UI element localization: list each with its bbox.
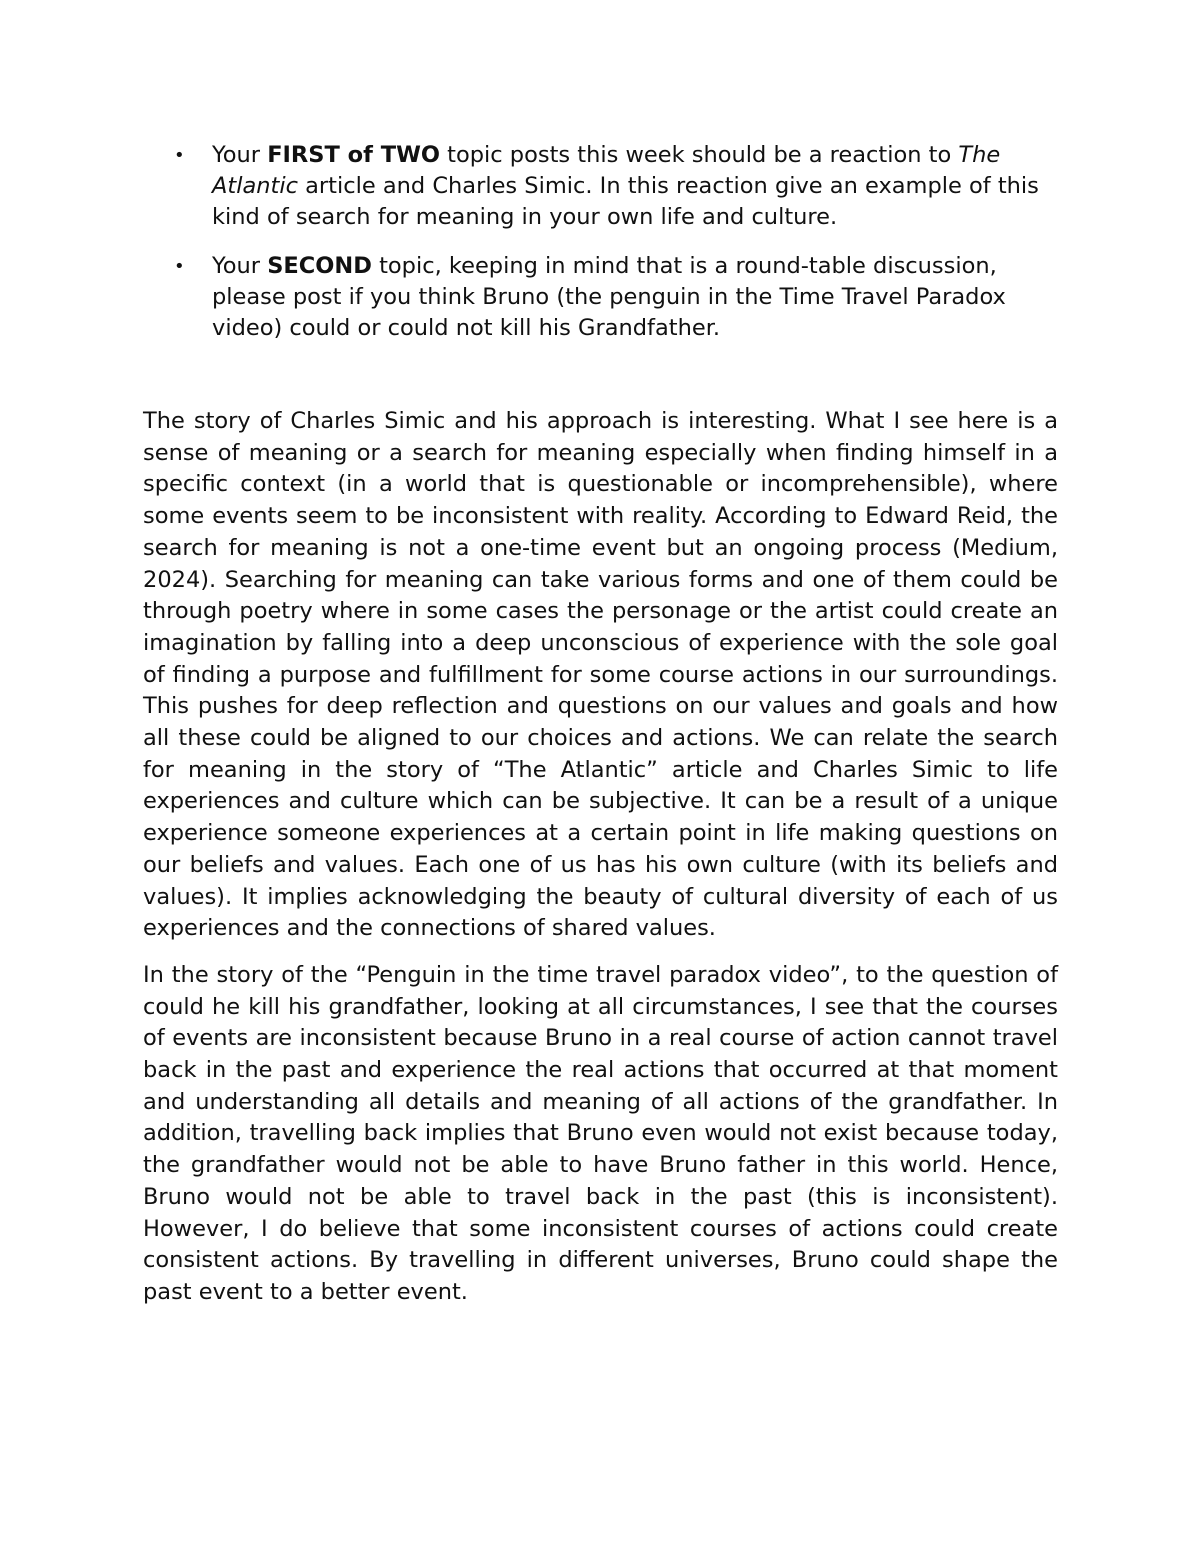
- assignment-bullet-list: [174, 140, 1074, 362]
- bullet-italic-text: The Atlantic: [212, 142, 1001, 199]
- bullet-bold-text: SECOND: [267, 253, 372, 279]
- paragraph-first-topic: The story of Charles Simic and his approach is interesting. What I see here is a sense of meaning or a search for meaning especially when finding himself in a specific context (in a world that is questionable or incomprehensible), where some events seem to be inconsistent with reality. According to Edward Reid, the search for meaning is not a one-time event but an ongoing process (Medium, 2024). Searching for meaning can take various forms and one of them could be through poetry where in some cases the personage or the artist could create an imagination by falling into a deep unconscious of experience with the sole goal of finding a purpose and fulfillment for some course actions in our surroundings. This pushes for deep reflection and questions on our values and goals and how all these could be aligned to our choices and actions. We can relate the search for meaning in the story of “The Atlantic” article and Charles Simic to life experiences and culture which can be subjective. It can be a result of a unique experience someone experiences at a certain point in life making questions on our beliefs and values. Each one of us has his own culture (with its beliefs and values). It implies acknowledging the beauty of cultural diversity of each of us experiences and the connections of shared values.: [143, 408, 1058, 942]
- bullet-prefix: Your: [212, 142, 268, 168]
- bullet-suffix: topic, keeping in mind that is a round-table discussion, please post if you think Bruno (the penguin in the Time Travel Paradox video) could or could not kill his Grandfather.: [212, 253, 1006, 341]
- bullet-item-second-topic: [174, 251, 1074, 344]
- bullet-middle: topic posts this week should be a reaction to: [440, 142, 959, 168]
- bullet-prefix: Your: [212, 253, 268, 279]
- paragraph-second-topic: In the story of the “Penguin in the time travel paradox video”, to the question of could he kill his grandfather, looking at all circumstances, I see that the courses of events are inconsistent because Bruno in a real course of action cannot travel back in the past and experience the real actions that occurred at that moment and understanding all details and meaning of all actions of the grandfather. In addition, travelling back implies that Bruno even would not exist because today, the grandfather would not be able to have Bruno father in this world. Hence, Bruno would not be able to travel back in the past (this is inconsistent). However, I do believe that some inconsistent courses of actions could create consistent actions. By travelling in different universes, Bruno could shape the past event to a better event.: [143, 961, 1058, 1305]
- bullet-icon: •: [174, 256, 185, 277]
- bullet-icon: •: [174, 145, 185, 166]
- bullet-item-first-topic: [174, 140, 1074, 233]
- bullet-bold-text: FIRST of TWO: [267, 142, 441, 168]
- response-body: [143, 406, 1058, 1324]
- bullet-text: [212, 251, 1074, 344]
- bullet-text: [212, 140, 1074, 233]
- bullet-suffix: article and Charles Simic. In this reaction give an example of this kind of search for meaning in your own life and culture.: [212, 173, 1039, 230]
